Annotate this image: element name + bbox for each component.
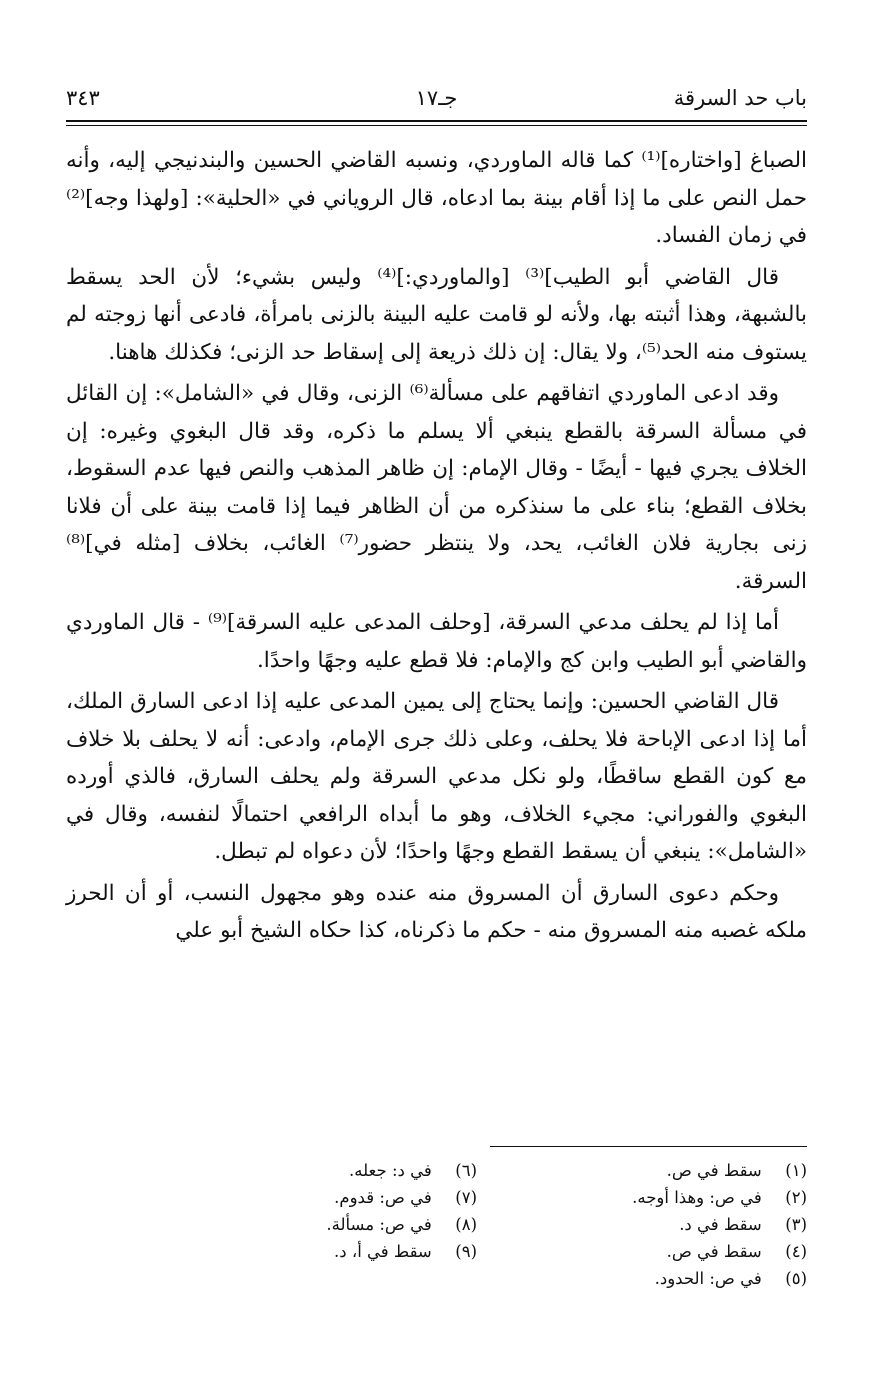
footnote-text: في ص: مسألة. [326,1215,432,1234]
footnote [587,1238,807,1265]
footnote [587,1265,807,1292]
footnote-number: (٩) [455,1242,477,1261]
footnote-separator [490,1146,807,1147]
header-rule-thin [66,125,807,126]
footnote [587,1184,807,1211]
footnote-number: (٧) [455,1188,477,1207]
running-header [66,80,807,116]
chapter-title: باب حد السرقة [673,86,807,110]
footnote-number: (١) [785,1161,807,1180]
footnote [257,1157,477,1184]
footnote-text: سقط في د. [679,1215,762,1234]
header-rule-thick [66,120,807,122]
footnote [587,1211,807,1238]
page-number: ٣٤٣ [66,86,100,110]
paragraph: أما إذا لم يحلف مدعي السرقة، [وحلف المدعى عليه السرقة]⁽⁹⁾ - قال الماوردي والقاضي أبو الطيب وابن كج والإمام: فلا قطع عليه وجهًا واحدًا. [66,610,807,673]
footnote-text: في د: جعله. [349,1161,432,1180]
footnote-text: سقط في أ، د. [334,1242,432,1261]
footnote-text: في ص: الحدود. [654,1269,762,1288]
footnote-number: (٤) [785,1242,807,1261]
footnote-number: (٦) [455,1161,477,1180]
footnote-text: في ص: قدوم. [334,1188,432,1207]
paragraph: وحكم دعوى السارق أن المسروق منه عنده وهو مجهول النسب، أو أن الحرز ملكه غصبه منه المسروق منه - حكم ما ذكرناه، كذا حكاه الشيخ أبو علي [66,880,807,943]
footnote-text: في ص: وهذا أوجه. [632,1188,762,1207]
footnote-text: سقط في ص. [666,1242,762,1261]
footnote [257,1184,477,1211]
footnote [257,1238,477,1265]
footnote-number: (٣) [785,1215,807,1234]
footnotes-column-right [587,1157,807,1292]
paragraph: قال القاضي الحسين: وإنما يحتاج إلى يمين المدعى عليه إذا ادعى السارق الملك، أما إذا ادعى الإباحة فلا يحلف، وعلى ذلك جرى الإمام، وادعى: أنه لا يحلف بلا خلاف مع كون القطع ساقطًا، ولو نكل مدعي السرقة ولم يحلف السارق، فالذي أورده البغوي والفوراني: مجيء الخلاف، وهو ما أبداه الرافعي احتمالًا لنفسه، وقال في «الشامل»: ينبغي أن يسقط القطع وجهًا واحدًا؛ لأن دعواه لم تبطل. [66,689,807,864]
main-text [66,142,807,954]
footnote-number: (٨) [455,1215,477,1234]
volume-label: جـ١٧ [415,86,458,110]
paragraph: قال القاضي أبو الطيب]⁽³⁾ [والماوردي:]⁽⁴⁾ وليس بشيء؛ لأن الحد يسقط بالشبهة، وهذا أثبته بها، ولأنه لو قامت عليه البينة بالزنى بامرأة، فادعى أنها زوجته لم يستوف منه الحد⁽⁵⁾، ولا يقال: إن ذلك ذريعة إلى إسقاط حد الزنى؛ فكذلك هاهنا. [66,264,807,365]
footnote-number: (٥) [785,1269,807,1288]
footnote [257,1211,477,1238]
paragraph: وقد ادعى الماوردي اتفاقهم على مسألة⁽⁶⁾ الزنى، وقال في «الشامل»: إن القائل في مسألة السرقة بالقطع ينبغي ألا يسلم ما ذكره، وقد قال البغوي وغيره: إن الخلاف يجري فيها - أيضًا - وقال الإمام: إن ظاهر المذهب والنص فيها عدم السقوط، بخلاف القطع؛ بناء على ما سنذكره من أن الظاهر فيما إذا قامت بينة على أن فلانا زنى بجارية فلان الغائب، يحد، ولا ينتظر حضور⁽⁷⁾ الغائب، بخلاف [مثله في]⁽⁸⁾ السرقة. [66,381,807,594]
footnote-text: سقط في ص. [666,1161,762,1180]
footnotes-column-left [257,1157,477,1265]
footnote [587,1157,807,1184]
footnote-number: (٢) [785,1188,807,1207]
paragraph: الصباغ [واختاره]⁽¹⁾ كما قاله الماوردي، ونسبه القاضي الحسين والبندنيجي إليه، وأنه حمل النص على ما إذا أقام بينة بما ادعاه، قال الروياني في «الحلية»: [ولهذا وجه]⁽²⁾ في زمان الفساد. [66,148,807,248]
